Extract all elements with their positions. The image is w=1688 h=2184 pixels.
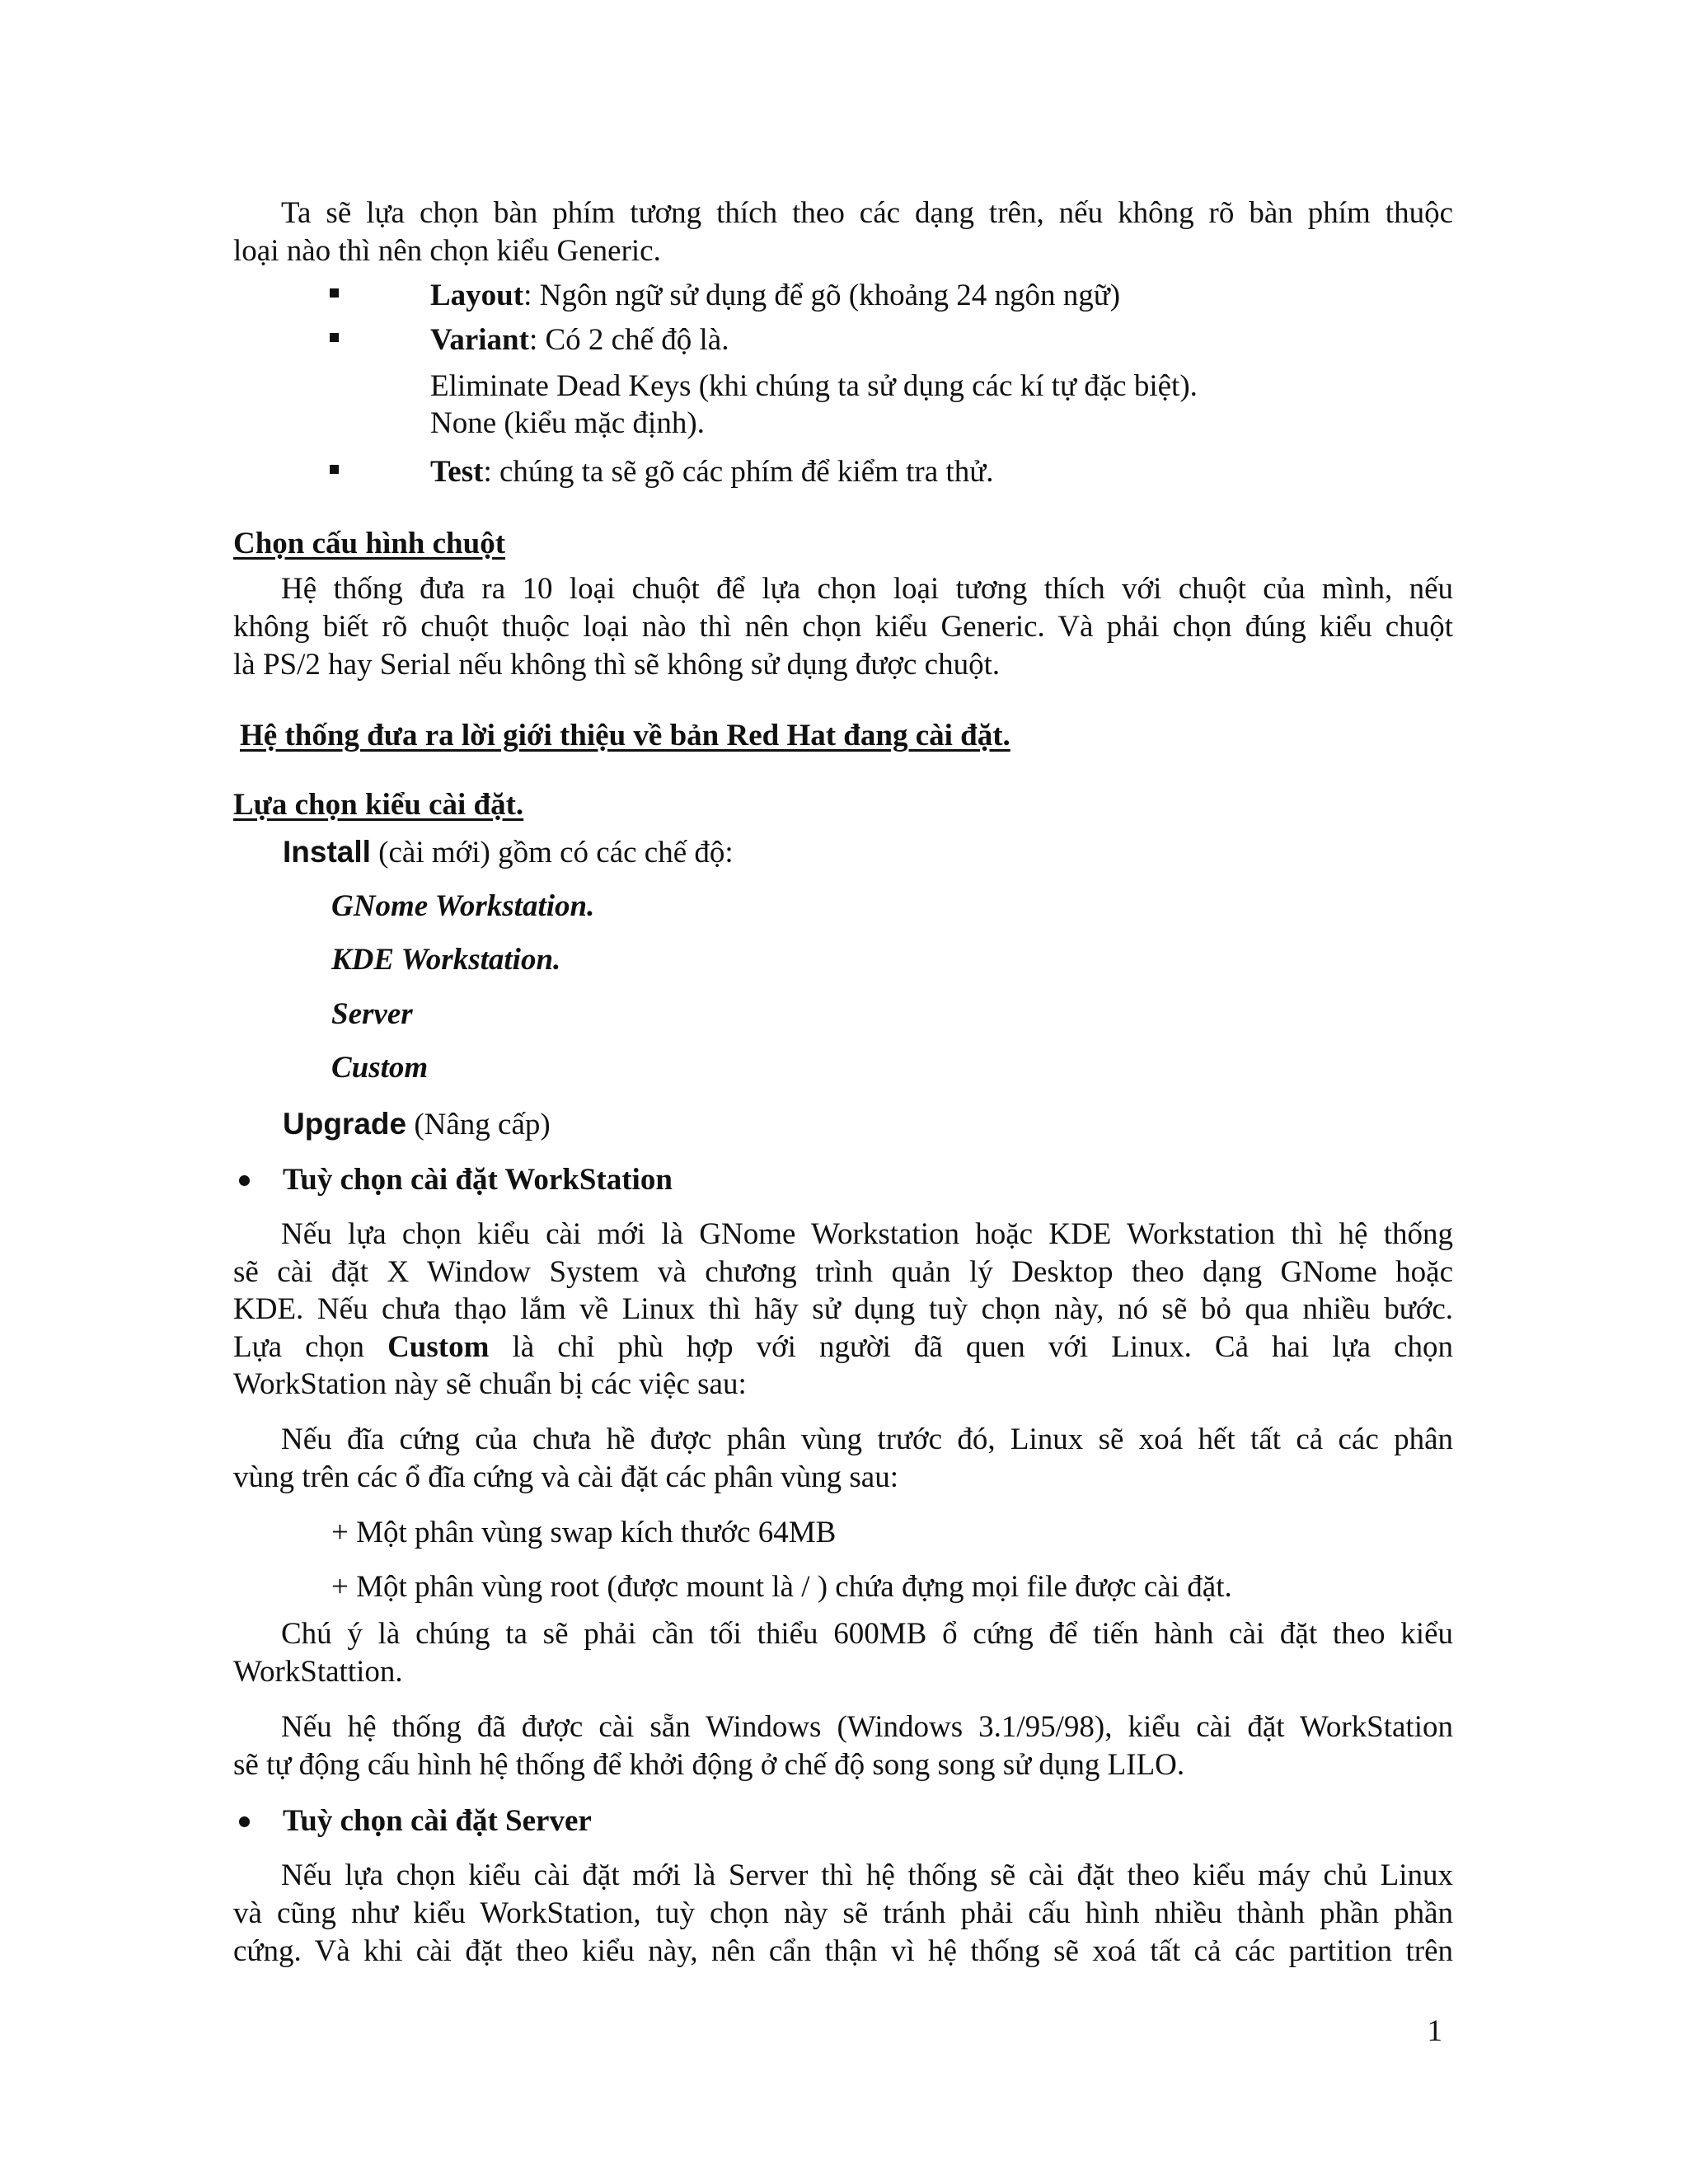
install-desc: (cài mới) gồm có các chế độ: (370, 836, 734, 869)
workstation-p1-line-2: sẽ cài đặt X Window System và chương trình quản lý Desktop theo dạng GNome hoặc (233, 1255, 1453, 1289)
server-line-2: và cũng như kiểu WorkStation, tuỳ chọn này sẽ tránh phải cấu hình nhiều thành phần phần (233, 1896, 1453, 1930)
install-mode-server: Server (331, 997, 413, 1031)
variant-mode-2: None (kiểu mặc định). (430, 406, 705, 440)
section-heading: Lựa chọn kiểu cài đặt. (233, 788, 524, 822)
option-desc: : chúng ta sẽ gõ các phím để kiểm tra thử. (483, 455, 994, 489)
workstation-p2-line-2: vùng trên các ổ đĩa cứng và cài đặt các phân vùng sau: (233, 1460, 899, 1494)
option-term: Layout (430, 279, 524, 312)
text-run: là chỉ phù hợp với người đã quen với Linux. Cả hai lựa chọn (512, 1330, 1453, 1364)
keyboard-paragraph-line-2: loại nào thì nên chọn kiểu Generic. (233, 234, 661, 268)
square-bullet-icon (330, 465, 339, 474)
option-variant (430, 322, 1650, 359)
install-mode-gnome: GNome Workstation. (331, 889, 595, 923)
workstation-p1-line-3: KDE. Nếu chưa thạo lắm về Linux thì hãy sử dụng tuỳ chọn này, nó sẽ bỏ qua nhiều bước. (233, 1292, 1453, 1326)
partition-root: + Một phân vùng root (được mount là / ) chứa đựng mọi file được cài đặt. (331, 1570, 1232, 1604)
workstation-p4-line-2: sẽ tự động cấu hình hệ thống để khởi động ở chế độ song song sử dụng LILO. (233, 1748, 1185, 1782)
option-desc: : Có 2 chế độ là. (528, 323, 729, 357)
upgrade-desc: (Nâng cấp) (406, 1108, 551, 1141)
mouse-line-1: Hệ thống đưa ra 10 loại chuột để lựa chọn loại tương thích với chuột của mình, nếu (281, 572, 1453, 606)
server-line-1: Nếu lựa chọn kiểu cài đặt mới là Server thì hệ thống sẽ cài đặt theo kiểu máy chủ Linux (281, 1858, 1453, 1892)
upgrade-label: Upgrade (283, 1107, 407, 1141)
round-bullet-icon (239, 1816, 250, 1827)
option-test (430, 454, 1650, 490)
custom-term: Custom (387, 1330, 490, 1364)
text-run: Lựa chọn (233, 1330, 388, 1364)
workstation-p1-line-5: WorkStation này sẽ chuẩn bị các việc sau: (233, 1367, 747, 1401)
workstation-heading: Tuỳ chọn cài đặt WorkStation (283, 1163, 673, 1197)
workstation-p1-line-1: Nếu lựa chọn kiểu cài mới là GNome Workstation hoặc KDE Workstation thì hệ thống (281, 1217, 1453, 1251)
section-heading: Chọn cấu hình chuột (233, 527, 506, 560)
intro-heading (240, 718, 1460, 754)
keyboard-paragraph-line-1: Ta sẽ lựa chọn bàn phím tương thích theo các dạng trên, nếu không rõ bàn phím thuộc (281, 196, 1453, 230)
variant-mode-1: Eliminate Dead Keys (khi chúng ta sử dụng các kí tự đặc biệt). (430, 369, 1198, 403)
option-layout (430, 278, 1650, 314)
section-heading: Hệ thống đưa ra lời giới thiệu về bản Red Hat đang cài đặt. (240, 719, 1010, 752)
page-number: 1 (1427, 2014, 1442, 2048)
mouse-line-2: không biết rõ chuột thuộc loại nào thì nên chọn kiểu Generic. Và phải chọn đúng kiểu chuột (233, 610, 1453, 644)
option-term: Test (430, 455, 484, 489)
install-heading (233, 787, 1453, 823)
option-desc: : Ngôn ngữ sử dụng để gõ (khoảng 24 ngôn ngữ) (523, 279, 1121, 312)
workstation-p3-line-2: WorkStattion. (233, 1655, 403, 1689)
workstation-p3-line-1: Chú ý là chúng ta sẽ phải cần tối thiểu 600MB ổ cứng để tiến hành cài đặt theo kiểu (281, 1617, 1453, 1651)
mouse-line-3: là PS/2 hay Serial nếu không thì sẽ không sử dụng được chuột. (233, 648, 1001, 682)
server-heading: Tuỳ chọn cài đặt Server (283, 1804, 592, 1838)
round-bullet-icon (239, 1175, 250, 1186)
install-line (283, 834, 1503, 871)
workstation-p2-line-1: Nếu đĩa cứng của chưa hề được phân vùng trước đó, Linux sẽ xoá hết tất cả các phân (281, 1422, 1453, 1456)
square-bullet-icon (330, 288, 339, 298)
upgrade-line (283, 1106, 1503, 1143)
square-bullet-icon (330, 333, 339, 342)
mouse-heading (233, 526, 1453, 562)
install-mode-kde: KDE Workstation. (331, 943, 561, 977)
server-line-3: cứng. Và khi cài đặt theo kiểu này, nên cẩn thận vì hệ thống sẽ xoá tất cả các partition trên (233, 1934, 1453, 1968)
install-mode-custom: Custom (331, 1051, 429, 1085)
workstation-p1-line-4 (233, 1329, 1453, 1366)
install-label: Install (283, 835, 371, 869)
option-term: Variant (430, 323, 529, 357)
partition-swap: + Một phân vùng swap kích thước 64MB (331, 1516, 837, 1549)
workstation-p4-line-1: Nếu hệ thống đã được cài sẵn Windows (Windows 3.1/95/98), kiểu cài đặt WorkStation (281, 1710, 1453, 1744)
